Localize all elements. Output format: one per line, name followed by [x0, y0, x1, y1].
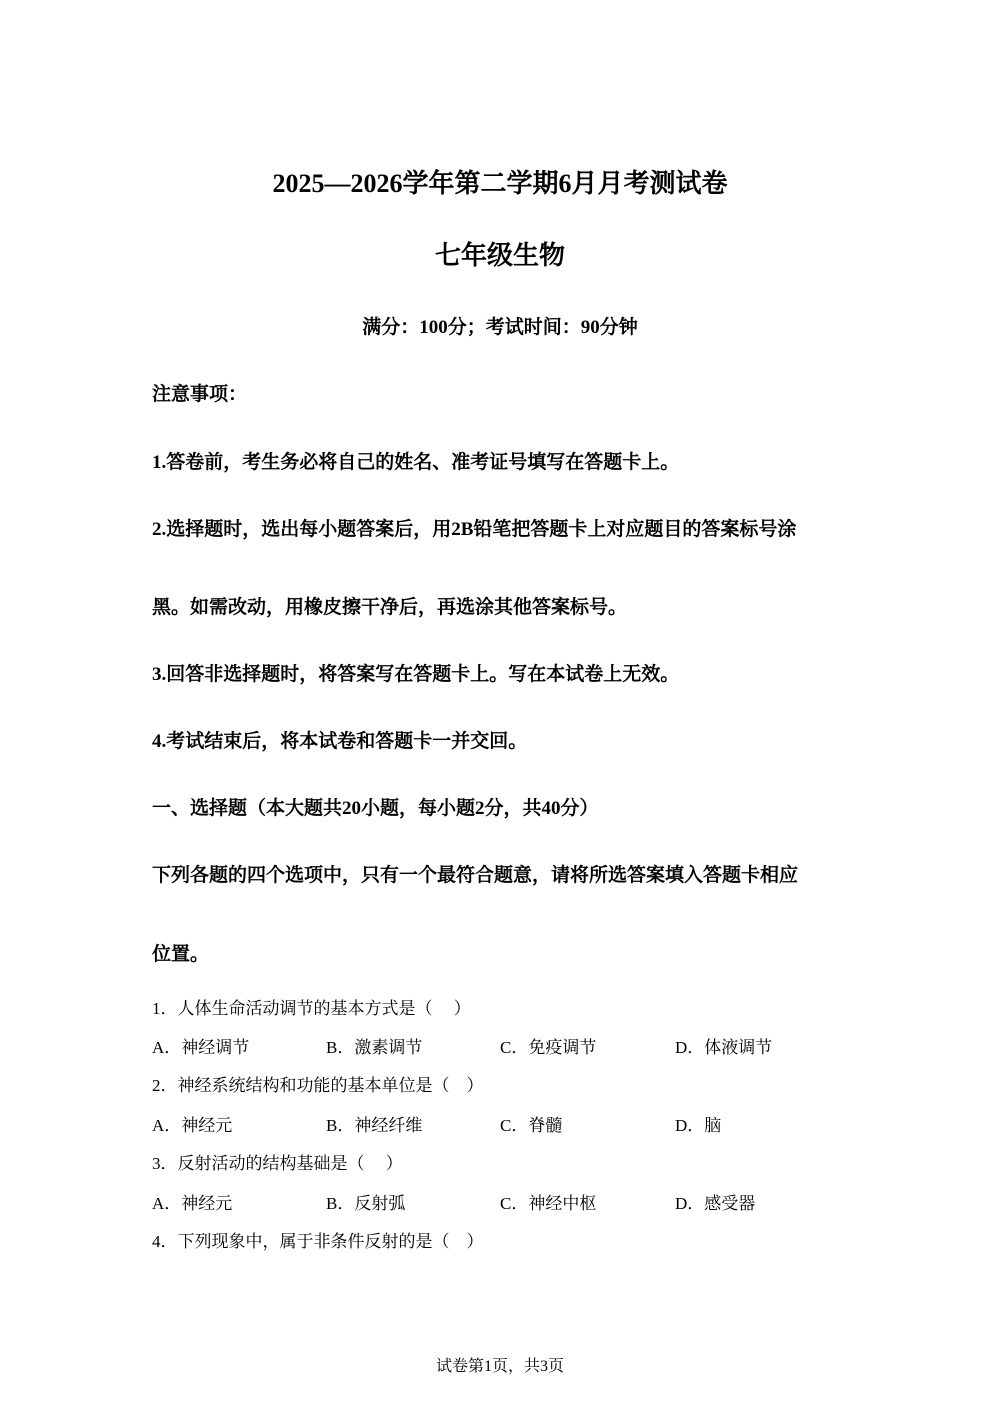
section-instruction-line-1: 下列各题的四个选项中，只有一个最符合题意，请将所选答案填入答题卡相应	[152, 865, 799, 886]
question-3-option-b: B．反射弧	[326, 1194, 406, 1213]
question-1-option-d: D．体液调节	[675, 1038, 773, 1057]
question-3-option-d: D．感受器	[675, 1194, 756, 1213]
question-3-stem: 3．反射活动的结构基础是（ ）	[152, 1154, 403, 1173]
question-1-option-b: B．激素调节	[326, 1038, 423, 1057]
question-4-stem: 4．下列现象中，属于非条件反射的是（ ）	[152, 1232, 484, 1251]
question-2-option-b: B．神经纤维	[326, 1116, 423, 1135]
note-item-2: 2.选择题时，选出每小题答案后，用2B铅笔把答题卡上对应题目的答案标号涂	[152, 519, 797, 540]
section-instruction-line-2: 位置。	[152, 944, 210, 965]
question-1-option-c: C．免疫调节	[500, 1038, 597, 1057]
question-2-option-d: D．脑	[675, 1116, 722, 1135]
question-1-stem: 1．人体生命活动调节的基本方式是（ ）	[152, 999, 471, 1018]
note-item-2-continued: 黑。如需改动，用橡皮擦干净后，再选涂其他答案标号。	[152, 597, 628, 618]
question-2-stem: 2．神经系统结构和功能的基本单位是（ ）	[152, 1076, 484, 1095]
section-heading: 一、选择题（本大题共20小题，每小题2分，共40分）	[152, 798, 599, 819]
exam-title: 2025—2026学年第二学期6月月考测试卷	[272, 169, 728, 198]
note-item-3: 3.回答非选择题时，将答案写在答题卡上。写在本试卷上无效。	[152, 664, 680, 685]
page-footer: 试卷第1页，共3页	[435, 1358, 564, 1375]
score-info: 满分：100分；考试时间：90分钟	[362, 317, 638, 338]
question-1-option-a: A．神经调节	[152, 1038, 250, 1057]
note-item-1: 1.答卷前，考生务必将自己的姓名、准考证号填写在答题卡上。	[152, 452, 680, 473]
question-2-option-a: A．神经元	[152, 1116, 233, 1135]
note-item-4: 4.考试结束后，将本试卷和答题卡一并交回。	[152, 731, 528, 752]
notes-heading: 注意事项：	[152, 384, 248, 405]
question-2-option-c: C．脊髓	[500, 1116, 563, 1135]
exam-subject: 七年级生物	[434, 241, 565, 270]
question-3-option-c: C．神经中枢	[500, 1194, 597, 1213]
question-3-option-a: A．神经元	[152, 1194, 233, 1213]
